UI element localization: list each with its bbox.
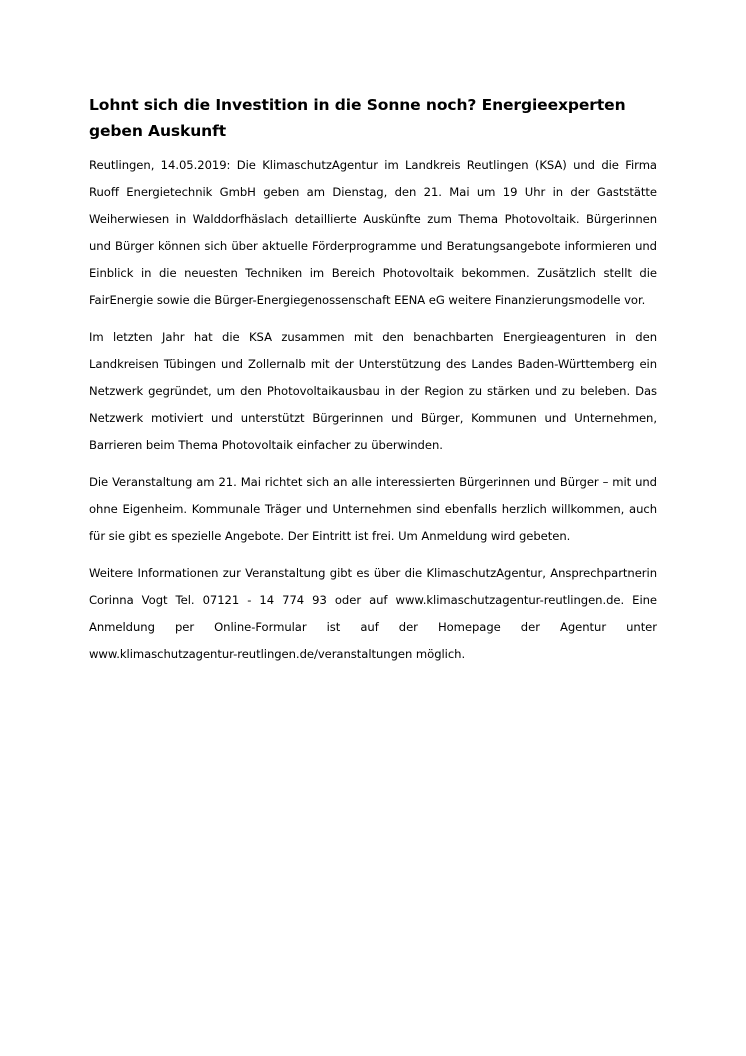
paragraph-event: Die Veranstaltung am 21. Mai richtet sich an alle interessierten Bürgerinnen und Bürger – mit und ohne Eigenheim. Kommunale Träger und Unternehmen sind ebenfalls herzlich willkommen, auch für sie gibt es spezielle Angebote. Der Eintritt ist frei. Um Anmeldung wird gebeten. xyxy=(89,475,657,543)
document-page xyxy=(89,92,657,678)
paragraph-intro: Reutlingen, 14.05.2019: Die KlimaschutzAgentur im Landkreis Reutlingen (KSA) und die Firma Ruoff Energietechnik GmbH geben am Dienstag, den 21. Mai um 19 Uhr in der Gaststätte Weiherwiesen in Walddorfhäslach detaillierte Auskünfte zum Thema Photovoltaik. Bürgerinnen und Bürger können sich über aktuelle Förderprogramme und Beratungsangebote informieren und Einblick in die neuesten Techniken im Bereich Photovoltaik bekommen. Zusätzlich stellt die FairEnergie sowie die Bürger-Energiegenossenschaft EENA eG weitere Finanzierungsmodelle vor. xyxy=(89,158,657,307)
article-title: Lohnt sich die Investition in die Sonne noch? Energieexperten geben Auskunft xyxy=(89,96,626,140)
paragraph-contact: Weitere Informationen zur Veranstaltung gibt es über die KlimaschutzAgentur, Ansprechpartnerin Corinna Vogt Tel. 07121 - 14 774 93 oder auf www.klimaschutzagentur-reutlingen.de. Eine Anmeldung per Online-Formular ist auf der Homepage der Agentur unter www.klimaschutzagentur-reutlingen.de/veranstaltungen möglich. xyxy=(89,566,657,661)
paragraph-network: Im letzten Jahr hat die KSA zusammen mit den benachbarten Energieagenturen in den Landkreisen Tübingen und Zollernalb mit der Unterstützung des Landes Baden-Württemberg ein Netzwerk gegründet, um den Photovoltaikausbau in der Region zu stärken und zu beleben. Das Netzwerk motiviert und unterstützt Bürgerinnen und Bürger, Kommunen und Unternehmen, Barrieren beim Thema Photovoltaik einfacher zu überwinden. xyxy=(89,330,657,452)
